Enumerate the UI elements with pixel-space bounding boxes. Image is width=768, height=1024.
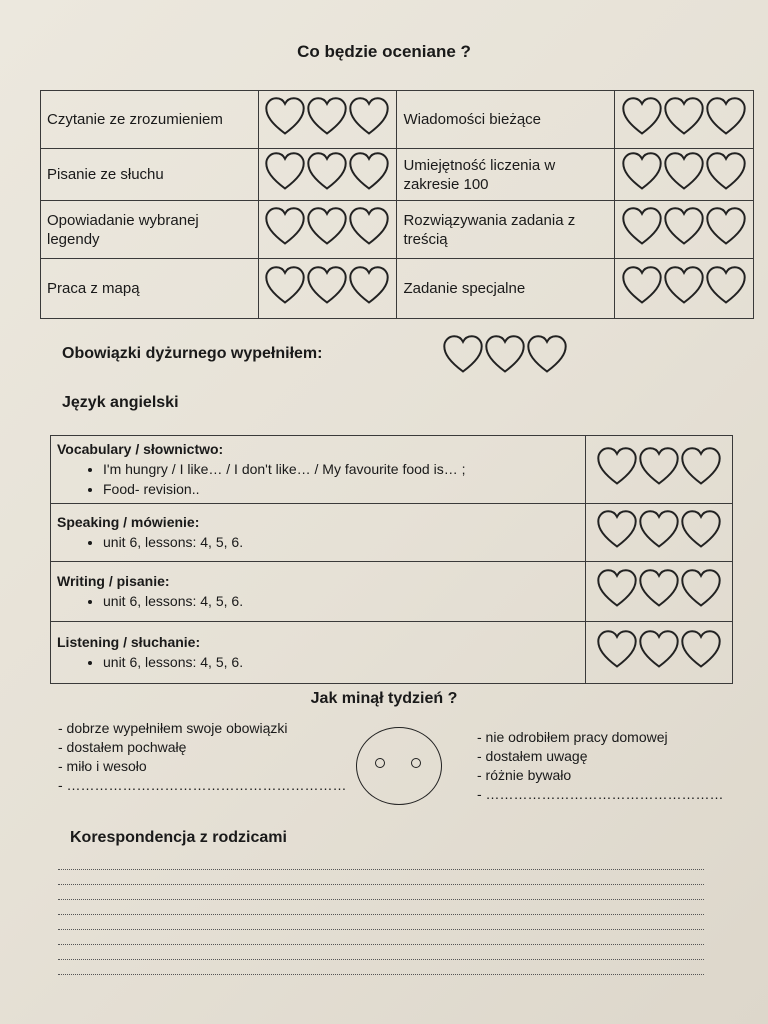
heart-icon <box>704 95 748 139</box>
english-table <box>50 435 733 684</box>
english-hearts[interactable] <box>586 562 733 622</box>
heart-icon <box>347 205 391 249</box>
writing-line[interactable] <box>58 884 704 885</box>
heart-icon <box>637 628 681 672</box>
heart-icon <box>662 150 706 194</box>
heart-icon <box>662 264 706 308</box>
writing-line[interactable] <box>58 914 704 915</box>
grade-label-right: Umiejętność liczenia w zakresie 100 <box>397 149 615 201</box>
grade-label-right: Zadanie specjalne <box>397 259 615 319</box>
english-row <box>51 504 733 562</box>
week-option: - dobrze wypełniłem swoje obowiązki <box>58 720 288 736</box>
english-item: • unit 6, lessons: 4, 5, 6. <box>103 652 579 672</box>
duty-hearts[interactable] <box>442 333 568 382</box>
heart-icon <box>704 264 748 308</box>
english-skill-cell <box>51 562 586 622</box>
week-option: - dostałem uwagę <box>477 748 588 764</box>
grade-hearts-right[interactable] <box>615 149 754 201</box>
heart-icon <box>679 508 723 552</box>
grade-hearts-left[interactable] <box>258 201 397 259</box>
week-option: - nie odrobiłem pracy domowej <box>477 729 668 745</box>
heart-icon <box>441 333 485 377</box>
hearts-group[interactable] <box>621 150 747 194</box>
grade-label-right: Wiadomości bieżące <box>397 91 615 149</box>
writing-line[interactable] <box>58 944 704 945</box>
heart-icon <box>595 628 639 672</box>
week-option: - dostałem pochwałę <box>58 739 187 755</box>
hearts-group[interactable] <box>596 508 722 552</box>
heart-icon <box>595 567 639 611</box>
heart-icon <box>263 264 307 308</box>
english-item: • I'm hungry / I like… / I don't like… / My favourite food is… ; <box>103 459 579 479</box>
heart-icon <box>620 95 664 139</box>
hearts-group[interactable] <box>621 205 747 249</box>
english-row <box>51 562 733 622</box>
hearts-group[interactable] <box>621 95 747 139</box>
heart-icon <box>305 95 349 139</box>
hearts-group[interactable] <box>264 264 390 308</box>
english-hearts[interactable] <box>586 504 733 562</box>
heart-icon <box>305 150 349 194</box>
hearts-group[interactable] <box>621 264 747 308</box>
grade-hearts-left[interactable] <box>258 149 397 201</box>
heart-icon <box>704 205 748 249</box>
english-skill-title: Writing / pisanie: <box>57 573 170 589</box>
hearts-group[interactable] <box>596 445 722 489</box>
writing-line[interactable] <box>58 974 704 975</box>
left-eye-icon <box>375 758 385 768</box>
english-item: • unit 6, lessons: 4, 5, 6. <box>103 591 579 611</box>
heart-icon <box>347 150 391 194</box>
week-option: - …………………………………………… <box>477 786 724 802</box>
week-option: - miło i wesoło <box>58 758 147 774</box>
writing-line[interactable] <box>58 959 704 960</box>
grades-row <box>41 259 754 319</box>
heart-icon <box>263 150 307 194</box>
heart-icon <box>637 508 681 552</box>
heart-icon <box>637 445 681 489</box>
heart-icon <box>525 333 569 377</box>
english-skill-cell <box>51 622 586 684</box>
heart-icon <box>679 567 723 611</box>
week-heading: Jak minął tydzień ? <box>310 690 458 707</box>
hearts-group[interactable] <box>442 333 568 377</box>
heart-icon <box>620 150 664 194</box>
english-item: • Food- revision.. <box>103 479 579 499</box>
english-item-list <box>57 591 579 611</box>
grade-hearts-right[interactable] <box>615 201 754 259</box>
week-option: - różnie bywało <box>477 767 572 783</box>
week-option: - …………………………………………………… <box>58 777 347 793</box>
english-skill-title: Vocabulary / słownictwo: <box>57 441 224 457</box>
duty-label: Obowiązki dyżurnego wypełniłem: <box>62 345 323 362</box>
grades-row <box>41 149 754 201</box>
hearts-group[interactable] <box>264 150 390 194</box>
grades-table <box>40 90 754 319</box>
english-skill-cell <box>51 436 586 504</box>
english-row <box>51 436 733 504</box>
week-left-list <box>58 719 347 795</box>
grade-label-right: Rozwiązywania zadania z treścią <box>397 201 615 259</box>
heart-icon <box>347 95 391 139</box>
grade-label-left: Praca z mapą <box>41 259 259 319</box>
face-drawing-field[interactable] <box>356 727 442 805</box>
writing-line[interactable] <box>58 929 704 930</box>
english-skill-title: Listening / słuchanie: <box>57 634 201 650</box>
grades-row <box>41 91 754 149</box>
hearts-group[interactable] <box>596 567 722 611</box>
heart-icon <box>483 333 527 377</box>
heart-icon <box>679 628 723 672</box>
page-title: Co będzie oceniane ? <box>297 42 471 61</box>
writing-line[interactable] <box>58 869 704 870</box>
grades-row <box>41 201 754 259</box>
heart-icon <box>662 95 706 139</box>
grade-hearts-right[interactable] <box>615 91 754 149</box>
english-item-list <box>57 532 579 552</box>
week-right-list <box>477 728 724 804</box>
heart-icon <box>305 205 349 249</box>
english-item-list <box>57 652 579 672</box>
english-item-list <box>57 459 579 499</box>
heart-icon <box>620 264 664 308</box>
hearts-group[interactable] <box>264 95 390 139</box>
english-heading: Język angielski <box>62 394 179 411</box>
english-hearts[interactable] <box>586 622 733 684</box>
heart-icon <box>637 567 681 611</box>
correspondence-heading: Korespondencja z rodzicami <box>70 829 287 846</box>
hearts-group[interactable] <box>596 628 722 672</box>
heart-icon <box>595 445 639 489</box>
grade-label-left: Pisanie ze słuchu <box>41 149 259 201</box>
grade-label-left: Opowiadanie wybranej legendy <box>41 201 259 259</box>
heart-icon <box>347 264 391 308</box>
english-skill-cell <box>51 504 586 562</box>
grade-hearts-left[interactable] <box>258 259 397 319</box>
heart-icon <box>305 264 349 308</box>
heart-icon <box>595 508 639 552</box>
english-hearts[interactable] <box>586 436 733 504</box>
english-row <box>51 622 733 684</box>
english-skill-title: Speaking / mówienie: <box>57 514 200 530</box>
heart-icon <box>704 150 748 194</box>
grade-hearts-right[interactable] <box>615 259 754 319</box>
writing-line[interactable] <box>58 899 704 900</box>
grade-hearts-left[interactable] <box>258 91 397 149</box>
heart-icon <box>263 205 307 249</box>
heart-icon <box>263 95 307 139</box>
heart-icon <box>662 205 706 249</box>
right-eye-icon <box>411 758 421 768</box>
heart-icon <box>679 445 723 489</box>
hearts-group[interactable] <box>264 205 390 249</box>
grade-label-left: Czytanie ze zrozumieniem <box>41 91 259 149</box>
english-item: • unit 6, lessons: 4, 5, 6. <box>103 532 579 552</box>
heart-icon <box>620 205 664 249</box>
